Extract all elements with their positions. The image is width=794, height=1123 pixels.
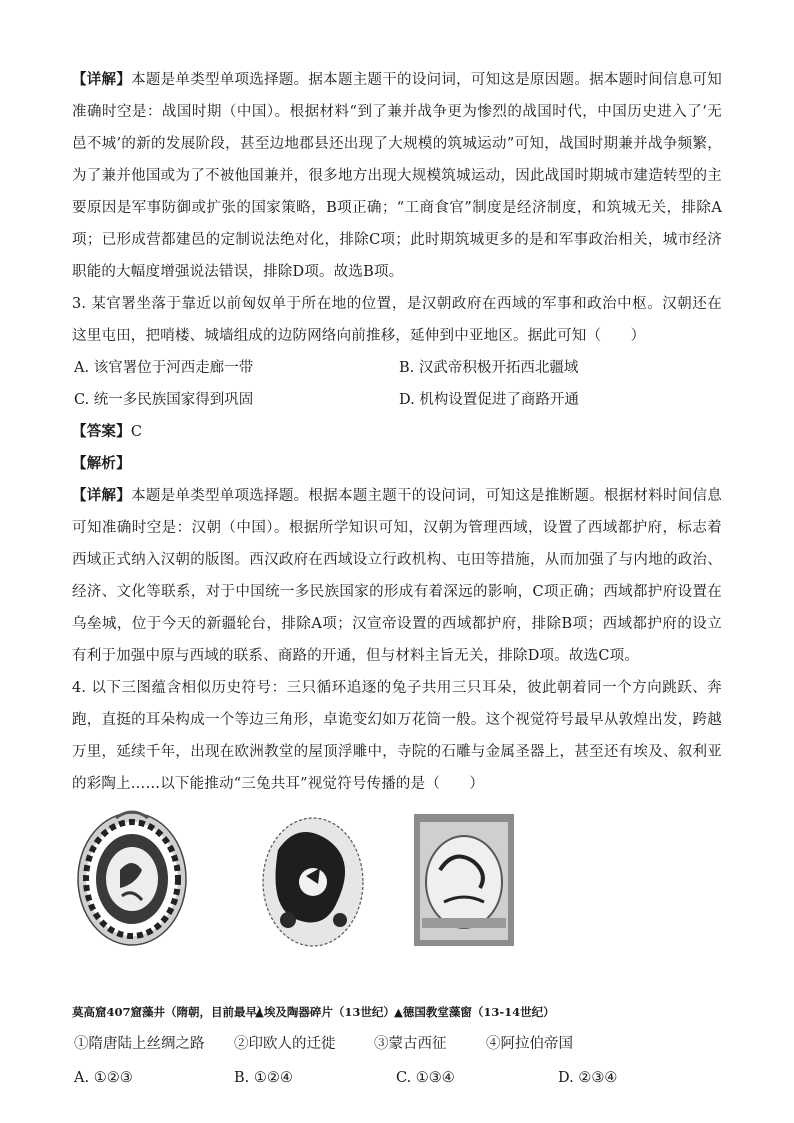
explanation-q2 <box>72 64 722 288</box>
mogao-caisson-image <box>76 810 188 948</box>
analysis-heading <box>72 448 722 480</box>
explanation-q3 <box>72 480 722 672</box>
caption-egypt: ▲埃及陶器碎片（13世纪） <box>255 1005 395 1019</box>
question-4-items <box>72 1028 722 1060</box>
answer-tag: 【答案】 <box>72 423 131 440</box>
option-b: B. 汉武帝积极开拓西北疆域 <box>399 360 579 376</box>
german-church-window-image <box>410 810 518 950</box>
answer-line <box>72 416 722 448</box>
option-b: B. ①②④ <box>234 1070 293 1086</box>
question-3-stem: 3. 某官署坐落于靠近以前匈奴单于所在地的位置，是汉朝政府在西域的军事和政治中枢。汉朝还在这里屯田，把哨楼、城墙组成的边防网络向前推移，延伸到中亚地区。据此可知（ ） <box>72 296 722 344</box>
item-2: ②印欧人的迁徙 <box>234 1036 336 1052</box>
analysis-tag: 【解析】 <box>72 455 131 472</box>
option-d: D. 机构设置促进了商路开通 <box>399 392 579 408</box>
detail-text: 本题是单类型单项选择题。据本题主题干的设问词，可知这是原因题。据本题时间信息可知准确时空是：战国时期（中国）。根据材料“到了兼并战争更为惨烈的战国时代，中国历史进入了‘无邑不城’的新的发展阶段，甚至边地郡县还出现了大规模的筑城运动”可知，战国时期兼并战争频繁，为了兼并他国或为了不被他国兼并，很多地方出现大规模筑城运动，因此战国时期城市建造转型的主要原因是军事防御或扩张的国家策略，B项正确；“工商食官”制度是经济制度，和筑城无关，排除A项；已形成营都建邑的定制说法绝对化，排除C项；此时期筑城更多的是和军事政治相关，城市经济职能的大幅度增强说法错误，排除D项。故选B项。 <box>72 72 722 280</box>
item-4: ④阿拉伯帝国 <box>486 1036 573 1052</box>
figure-captions <box>72 1000 722 1028</box>
figure-row <box>72 810 722 1000</box>
caption-mogao: 莫高窟407窟藻井（隋朝，目前最早） <box>72 1005 269 1019</box>
caption-germany: ▲德国教堂藻窗（13-14世纪） <box>394 1005 555 1019</box>
option-d: D. ②③④ <box>558 1070 618 1086</box>
question-3-options <box>72 352 722 416</box>
egypt-pottery-image <box>258 810 368 950</box>
option-c: C. 统一多民族国家得到巩固 <box>74 392 254 408</box>
question-4-options <box>72 1062 722 1094</box>
detail-tag: 【详解】 <box>72 487 132 504</box>
item-1: ①隋唐陆上丝绸之路 <box>74 1036 205 1052</box>
option-a: A. 该官署位于河西走廊一带 <box>74 360 254 376</box>
detail-text: 本题是单类型单项选择题。根据本题主题干的设问词，可知这是推断题。根据材料时间信息可知准确时空是：汉朝（中国）。根据所学知识可知，汉朝为管理西域，设置了西域都护府，标志着西域正式纳入汉朝的版图。西汉政府在西域设立行政机构、屯田等措施，从而加强了与内地的政治、经济、文化等联系，对于中国统一多民族国家的形成有着深远的影响，C项正确；西域都护府设置在乌垒城，位于今天的新疆轮台，排除A项；汉宣帝设置的西域都护府，排除B项；西域都护府的设立有利于加强中原与西域的联系、商路的开通，但与材料主旨无关，排除D项。故选C项。 <box>72 488 722 664</box>
option-c: C. ①③④ <box>396 1070 455 1086</box>
detail-tag: 【详解】 <box>72 71 132 88</box>
option-a: A. ①②③ <box>74 1070 133 1086</box>
question-4-stem: 4. 以下三图蕴含相似历史符号：三只循环追逐的兔子共用三只耳朵，彼此朝着同一个方向跳跃、奔跑，直挺的耳朵构成一个等边三角形，卓诡变幻如万花筒一般。这个视觉符号最早从敦煌出发，跨越万里，延续千年，出现在欧洲教堂的屋顶浮雕中，寺院的石雕与金属圣器上，甚至还有埃及、叙利亚的彩陶上……以下能推动“三兔共耳”视觉符号传播的是（ ） <box>72 680 722 792</box>
answer-value: C <box>130 424 143 440</box>
item-3: ③蒙古西征 <box>374 1036 447 1052</box>
